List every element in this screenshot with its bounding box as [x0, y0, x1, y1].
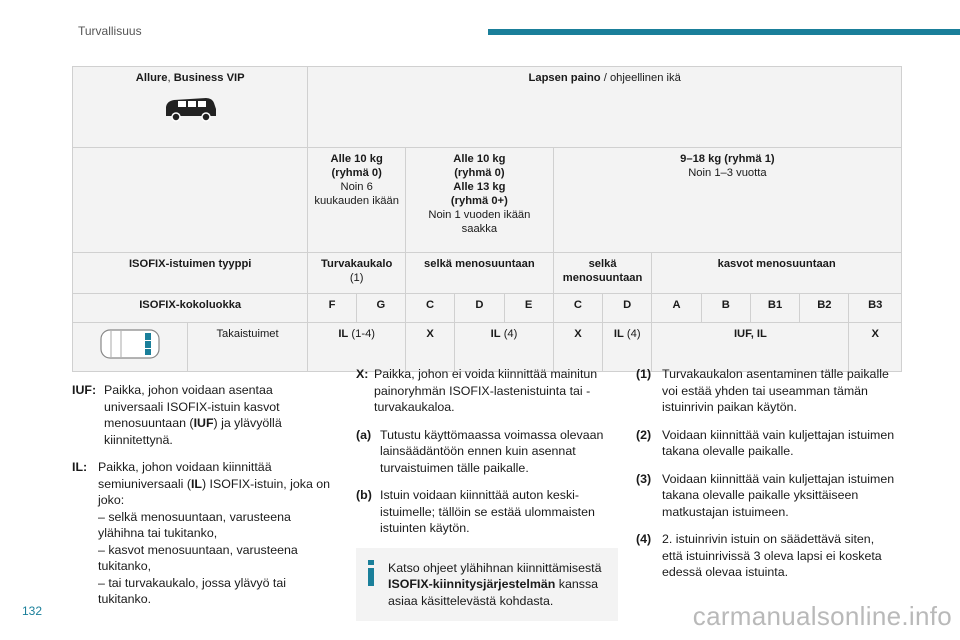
note-3: (3) Voidaan kiinnittää vain kuljettajan istuimen takana olevalle paikalle yksittäiseen matkustajan istuimeen. [636, 471, 895, 519]
note-b: (b) Istuin voidaan kiinnittää auton keski-istuimelle; tällöin se estää ulommaisten istuinten käytön. [356, 488, 595, 535]
size-class-cell: D [455, 294, 504, 323]
empty-cell [73, 148, 308, 253]
size-label: ISOFIX-kokoluokka [73, 294, 308, 323]
section-title: Turvallisuus [78, 24, 142, 38]
table-row [73, 148, 902, 253]
seat-value: IL (1-4) [308, 323, 406, 372]
van-side-icon [162, 95, 218, 123]
size-class-cell: B [701, 294, 750, 323]
size-class-cell: D [603, 294, 652, 323]
seat-value: IL (4) [455, 323, 554, 372]
size-class-cell: F [308, 294, 356, 323]
seat-value: IL (4) [603, 323, 652, 372]
notes-middle [356, 366, 618, 621]
notes-left [72, 382, 334, 619]
header-accent-bar [488, 29, 960, 35]
seat-value: X [405, 323, 454, 372]
table-row [73, 323, 902, 372]
note-il: IL: Paikka, johon voidaan kiinnittää semiuniversaali (IL) ISOFIX-istuin, joka on joko: – selkä menosuuntaan, varusteena ylähihna tai tukitanko, – kasvot menosuuntaan, varusteena tukitanko, – tai turvakaukalo, jossa ylävyö tai tukitanko. [72, 460, 331, 606]
note-a: (a) Tutustu käyttömaassa voimassa olevaan lainsäädäntöön ennen kuin asennat turvaistuimen tälle paikalle. [356, 427, 604, 475]
size-class-cell: B2 [800, 294, 849, 323]
size-class-cell: B3 [849, 294, 902, 323]
type-label: ISOFIX-istuimen tyyppi [73, 253, 308, 294]
size-class-cell: B1 [750, 294, 799, 323]
note-iuf: IUF: Paikka, johon voidaan asentaa universaali ISOFIX-istuin kasvot menosuuntaan (IUF) ja ylävyöllä kiinnitettynä. [72, 383, 282, 447]
group-1-cell: 9–18 kg (ryhmä 1) Noin 1–3 vuotta [553, 148, 901, 253]
size-class-cell: C [553, 294, 602, 323]
note-4: (4) 2. istuinrivin istuin on säädettävä siten, että istuinrivissä 3 oleva lapsi ei kosketa edessä olevaa istuinta. [636, 532, 882, 579]
seat-value: X [553, 323, 602, 372]
size-class-cell: E [504, 294, 553, 323]
group-0-cell: Alle 10 kg (ryhmä 0) Noin 6 kuukauden ikään [308, 148, 406, 253]
type-carrycot: Turvakaukalo (1) [308, 253, 406, 294]
table-row [73, 253, 902, 294]
type-rear-facing: selkä menosuuntaan [405, 253, 553, 294]
table-row [73, 294, 902, 323]
note-1: (1) Turvakaukalon asentaminen tälle paikalle voi estää yhden tai useamman tämän istuinrivin paikan käytön. [636, 367, 889, 414]
seat-value: IUF, IL [652, 323, 849, 372]
seat-diagram-cell [73, 323, 188, 372]
notes-right [636, 366, 898, 592]
size-class-cell: G [356, 294, 405, 323]
watermark: carmanualsonline.info [692, 601, 952, 631]
weight-header-cell: Lapsen paino / ohjeellinen ikä [308, 67, 902, 148]
page-number: 132 [22, 604, 43, 618]
note-x: X: Paikka, johon ei voida kiinnittää mainitun painoryhmän ISOFIX-lastenistuinta tai -turvakaukaloa. [356, 367, 598, 414]
size-class-cell: C [405, 294, 454, 323]
info-box: Katso ohjeet ylähihnan kiinnittämisestä ISOFIX-kiinnitysjärjestelmän kanssa asiaa käsittelevästä kohdasta. [356, 548, 618, 622]
size-class-cell: A [652, 294, 701, 323]
isofix-table [72, 66, 902, 372]
seat-label: Takaistuimet [187, 323, 308, 372]
info-icon [364, 560, 378, 586]
seat-value: X [849, 323, 902, 372]
group-0plus-cell: Alle 10 kg (ryhmä 0) Alle 13 kg (ryhmä 0+) Noin 1 vuoden ikään saakka [405, 148, 553, 253]
note-2: (2) Voidaan kiinnittää vain kuljettajan istuimen takana olevalle paikalle. [636, 427, 895, 458]
type-forward-facing: kasvot menosuuntaan [652, 253, 902, 294]
table-row [73, 67, 902, 148]
van-top-view-icon [99, 327, 161, 361]
type-rear-facing: selkä menosuuntaan [553, 253, 652, 294]
model-cell: Allure, Business VIP [73, 67, 308, 148]
